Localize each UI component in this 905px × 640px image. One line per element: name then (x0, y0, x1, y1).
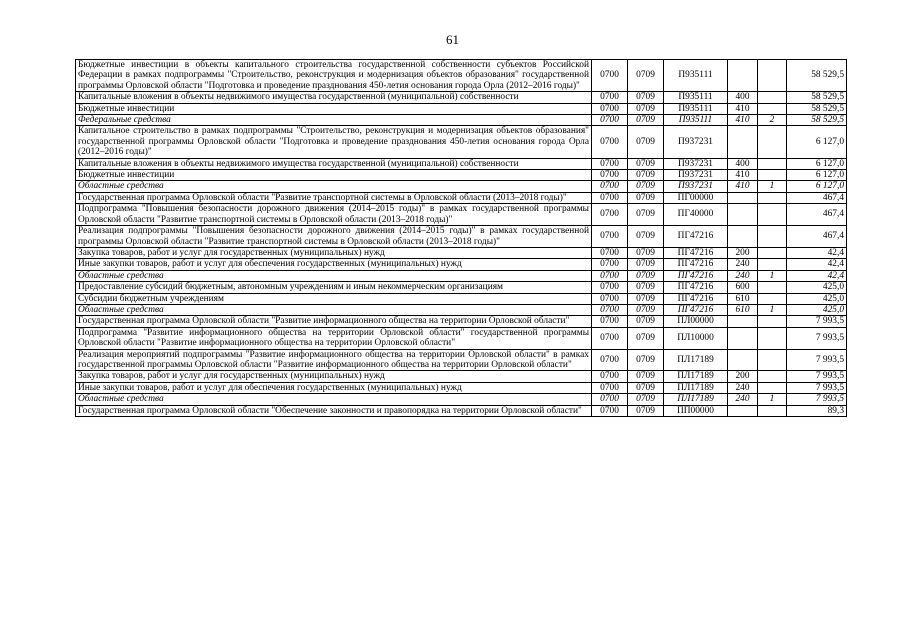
row-subsection-code: 0709 (628, 405, 664, 416)
table-row (76, 103, 847, 114)
row-subsection-code: 0709 (628, 192, 664, 203)
row-expense-type: 400 (728, 158, 758, 169)
table-row (76, 270, 847, 281)
row-subsection-code: 0709 (628, 170, 664, 181)
row-subsection-code: 0709 (628, 282, 664, 293)
table-row (76, 282, 847, 293)
row-amount: 467,4 (787, 226, 847, 248)
row-description: Реализация мероприятий подпрограммы "Развитие информационного общества на территории Орловской области" в рамках государственной программы Орловской области "Развитие информационного общества на территории Орловской области" (76, 349, 592, 371)
table-row (76, 327, 847, 349)
row-section-code: 0700 (592, 192, 628, 203)
row-amount: 6 127,0 (787, 181, 847, 192)
row-funding-source (758, 204, 787, 226)
row-expense-type (728, 316, 758, 327)
row-subsection-code: 0709 (628, 247, 664, 258)
row-funding-source (758, 247, 787, 258)
row-subsection-code: 0709 (628, 270, 664, 281)
row-amount: 425,0 (787, 282, 847, 293)
row-funding-source (758, 259, 787, 270)
row-funding-source (758, 293, 787, 304)
row-description: Капитальные вложения в объекты недвижимого имущества государственной (муниципальной) собственности (76, 158, 592, 169)
row-target-article: ПГ47216 (664, 226, 728, 248)
row-funding-source (758, 226, 787, 248)
row-expense-type: 240 (728, 382, 758, 393)
row-target-article: ПЛ17189 (664, 382, 728, 393)
row-section-code: 0700 (592, 394, 628, 405)
row-description: Бюджетные инвестиции (76, 103, 592, 114)
row-section-code: 0700 (592, 181, 628, 192)
row-funding-source (758, 371, 787, 382)
row-subsection-code: 0709 (628, 158, 664, 169)
row-target-article: ПЛ17189 (664, 394, 728, 405)
table-row (76, 92, 847, 103)
row-funding-source (758, 103, 787, 114)
row-target-article: ПГ47216 (664, 247, 728, 258)
row-amount: 58 529,5 (787, 115, 847, 126)
row-funding-source (758, 158, 787, 169)
table-row (76, 293, 847, 304)
table-row (76, 259, 847, 270)
row-funding-source (758, 405, 787, 416)
row-target-article: ПП00000 (664, 405, 728, 416)
row-target-article: ПЛ17189 (664, 371, 728, 382)
row-description: Областные средства (76, 270, 592, 281)
row-funding-source (758, 92, 787, 103)
row-target-article: П937231 (664, 126, 728, 158)
row-subsection-code: 0709 (628, 92, 664, 103)
row-section-code: 0700 (592, 327, 628, 349)
row-subsection-code: 0709 (628, 181, 664, 192)
table-row (76, 304, 847, 315)
row-section-code: 0700 (592, 382, 628, 393)
row-amount: 6 127,0 (787, 126, 847, 158)
table-row (76, 204, 847, 226)
row-target-article: ПГ47216 (664, 282, 728, 293)
row-amount: 58 529,5 (787, 60, 847, 92)
row-funding-source (758, 126, 787, 158)
row-funding-source (758, 60, 787, 92)
row-funding-source (758, 349, 787, 371)
row-amount: 42,4 (787, 259, 847, 270)
row-expense-type: 240 (728, 270, 758, 281)
table-row (76, 115, 847, 126)
row-section-code: 0700 (592, 226, 628, 248)
row-section-code: 0700 (592, 115, 628, 126)
row-description: Предоставление субсидий бюджетным, автономным учреждениям и иным некоммерческим организациям (76, 282, 592, 293)
row-section-code: 0700 (592, 60, 628, 92)
row-subsection-code: 0709 (628, 327, 664, 349)
row-funding-source: 1 (758, 270, 787, 281)
row-amount: 7 993,5 (787, 349, 847, 371)
row-target-article: ПГ00000 (664, 192, 728, 203)
budget-table-body (76, 60, 847, 417)
row-subsection-code: 0709 (628, 226, 664, 248)
row-funding-source: 1 (758, 394, 787, 405)
row-description: Капитальное строительство в рамках подпрограммы "Строительство, реконструкция и модернизация объектов образования" государственной программы Орловской области "Подготовка и проведение празднования 450-летия основания города Орла (2012–2016 годы)" (76, 126, 592, 158)
table-row (76, 382, 847, 393)
row-section-code: 0700 (592, 259, 628, 270)
table-row (76, 316, 847, 327)
row-amount: 7 993,5 (787, 316, 847, 327)
row-target-article: П937231 (664, 181, 728, 192)
row-description: Бюджетные инвестиции (76, 170, 592, 181)
row-target-article: ПГ47216 (664, 259, 728, 270)
row-amount: 42,4 (787, 247, 847, 258)
row-funding-source: 1 (758, 304, 787, 315)
row-target-article: П935111 (664, 115, 728, 126)
row-section-code: 0700 (592, 304, 628, 315)
page-number: 61 (446, 32, 459, 47)
row-expense-type: 610 (728, 304, 758, 315)
row-amount: 6 127,0 (787, 158, 847, 169)
row-section-code: 0700 (592, 316, 628, 327)
table-row (76, 170, 847, 181)
row-section-code: 0700 (592, 170, 628, 181)
row-target-article: ПГ40000 (664, 204, 728, 226)
row-description: Закупка товаров, работ и услуг для государственных (муниципальных) нужд (76, 247, 592, 258)
row-subsection-code: 0709 (628, 371, 664, 382)
row-description: Иные закупки товаров, работ и услуг для обеспечения государственных (муниципальных) нужд (76, 259, 592, 270)
row-description: Областные средства (76, 394, 592, 405)
row-amount: 467,4 (787, 204, 847, 226)
row-section-code: 0700 (592, 158, 628, 169)
row-amount: 7 993,5 (787, 327, 847, 349)
row-description: Федеральные средства (76, 115, 592, 126)
row-description: Подпрограмма "Повышения безопасности дорожного движения (2014–2015 годы)" в рамках государственной программы Орловской области "Развитие транспортной системы в Орловской области (2013–2018 годы)" (76, 204, 592, 226)
row-amount: 89,3 (787, 405, 847, 416)
row-description: Государственная программа Орловской области "Развитие транспортной системы в Орловской области (2013–2018 годы)" (76, 192, 592, 203)
table-row (76, 192, 847, 203)
row-target-article: ПЛ00000 (664, 316, 728, 327)
row-section-code: 0700 (592, 103, 628, 114)
row-funding-source (758, 282, 787, 293)
row-target-article: П935111 (664, 60, 728, 92)
row-description: Государственная программа Орловской области "Обеспечение законности и правопорядка на территории Орловской области" (76, 405, 592, 416)
row-expense-type (728, 226, 758, 248)
row-description: Бюджетные инвестиции в объекты капитального строительства государственной собственности субъектов Российской Федерации в рамках подпрограммы "Строительство, реконструкция и модернизация объектов образования" государственной программы Орловской области "Подготовка и проведение празднования 450-летия основания города Орла (2012–2016 годы)" (76, 60, 592, 92)
row-target-article: ПЛ10000 (664, 327, 728, 349)
row-amount: 7 993,5 (787, 382, 847, 393)
row-expense-type: 410 (728, 115, 758, 126)
row-description: Закупка товаров, работ и услуг для государственных (муниципальных) нужд (76, 371, 592, 382)
row-description: Иные закупки товаров, работ и услуг для обеспечения государственных (муниципальных) нужд (76, 382, 592, 393)
row-funding-source (758, 170, 787, 181)
row-section-code: 0700 (592, 282, 628, 293)
row-amount: 425,0 (787, 293, 847, 304)
table-row (76, 371, 847, 382)
row-section-code: 0700 (592, 405, 628, 416)
row-expense-type (728, 405, 758, 416)
row-section-code: 0700 (592, 126, 628, 158)
row-subsection-code: 0709 (628, 394, 664, 405)
row-subsection-code: 0709 (628, 204, 664, 226)
row-subsection-code: 0709 (628, 115, 664, 126)
row-target-article: ПГ47216 (664, 293, 728, 304)
table-row (76, 158, 847, 169)
table-row (76, 126, 847, 158)
row-subsection-code: 0709 (628, 293, 664, 304)
table-row (76, 181, 847, 192)
row-amount: 7 993,5 (787, 371, 847, 382)
row-section-code: 0700 (592, 204, 628, 226)
row-amount: 42,4 (787, 270, 847, 281)
row-description: Капитальные вложения в объекты недвижимого имущества государственной (муниципальной) собственности (76, 92, 592, 103)
row-funding-source (758, 327, 787, 349)
row-amount: 6 127,0 (787, 170, 847, 181)
row-expense-type: 240 (728, 394, 758, 405)
table-row (76, 394, 847, 405)
row-subsection-code: 0709 (628, 103, 664, 114)
row-funding-source: 1 (758, 181, 787, 192)
row-expense-type (728, 327, 758, 349)
row-expense-type: 200 (728, 371, 758, 382)
row-target-article: ПЛ17189 (664, 349, 728, 371)
row-expense-type (728, 126, 758, 158)
row-expense-type (728, 192, 758, 203)
row-section-code: 0700 (592, 270, 628, 281)
row-expense-type (728, 60, 758, 92)
row-funding-source: 2 (758, 115, 787, 126)
row-funding-source (758, 192, 787, 203)
row-amount: 58 529,5 (787, 103, 847, 114)
row-subsection-code: 0709 (628, 304, 664, 315)
row-subsection-code: 0709 (628, 126, 664, 158)
row-description: Областные средства (76, 304, 592, 315)
table-row (76, 349, 847, 371)
row-target-article: П937231 (664, 158, 728, 169)
row-section-code: 0700 (592, 247, 628, 258)
budget-table (75, 59, 847, 417)
row-expense-type: 600 (728, 282, 758, 293)
row-description: Подпрограмма "Развитие информационного общества на территории Орловской области" государственной программы Орловской области "Развитие информационного общества на территории Орловской области" (76, 327, 592, 349)
row-funding-source (758, 382, 787, 393)
row-description: Государственная программа Орловской области "Развитие информационного общества на территории Орловской области" (76, 316, 592, 327)
row-amount: 7 993,5 (787, 394, 847, 405)
row-section-code: 0700 (592, 293, 628, 304)
row-target-article: П935111 (664, 103, 728, 114)
row-expense-type: 410 (728, 181, 758, 192)
row-expense-type (728, 349, 758, 371)
table-row (76, 226, 847, 248)
row-expense-type: 410 (728, 103, 758, 114)
row-subsection-code: 0709 (628, 349, 664, 371)
table-row (76, 247, 847, 258)
row-subsection-code: 0709 (628, 316, 664, 327)
table-row (76, 60, 847, 92)
row-expense-type: 410 (728, 170, 758, 181)
row-target-article: ПГ47216 (664, 304, 728, 315)
row-funding-source (758, 316, 787, 327)
row-amount: 58 529,5 (787, 92, 847, 103)
table-row (76, 405, 847, 416)
row-expense-type (728, 204, 758, 226)
row-description: Субсидии бюджетным учреждениям (76, 293, 592, 304)
row-expense-type: 240 (728, 259, 758, 270)
row-target-article: П937231 (664, 170, 728, 181)
row-expense-type: 610 (728, 293, 758, 304)
row-description: Областные средства (76, 181, 592, 192)
row-target-article: ПГ47216 (664, 270, 728, 281)
row-amount: 425,0 (787, 304, 847, 315)
row-section-code: 0700 (592, 349, 628, 371)
row-subsection-code: 0709 (628, 259, 664, 270)
row-section-code: 0700 (592, 92, 628, 103)
row-expense-type: 200 (728, 247, 758, 258)
row-expense-type: 400 (728, 92, 758, 103)
row-description: Реализация подпрограммы "Повышения безопасности дорожного движения (2014–2015 годы)" в рамках государственной программы Орловской области "Развитие транспортной системы в Орловской области (2013–2018 годы)" (76, 226, 592, 248)
row-section-code: 0700 (592, 371, 628, 382)
row-subsection-code: 0709 (628, 382, 664, 393)
row-amount: 467,4 (787, 192, 847, 203)
row-subsection-code: 0709 (628, 60, 664, 92)
row-target-article: П935111 (664, 92, 728, 103)
